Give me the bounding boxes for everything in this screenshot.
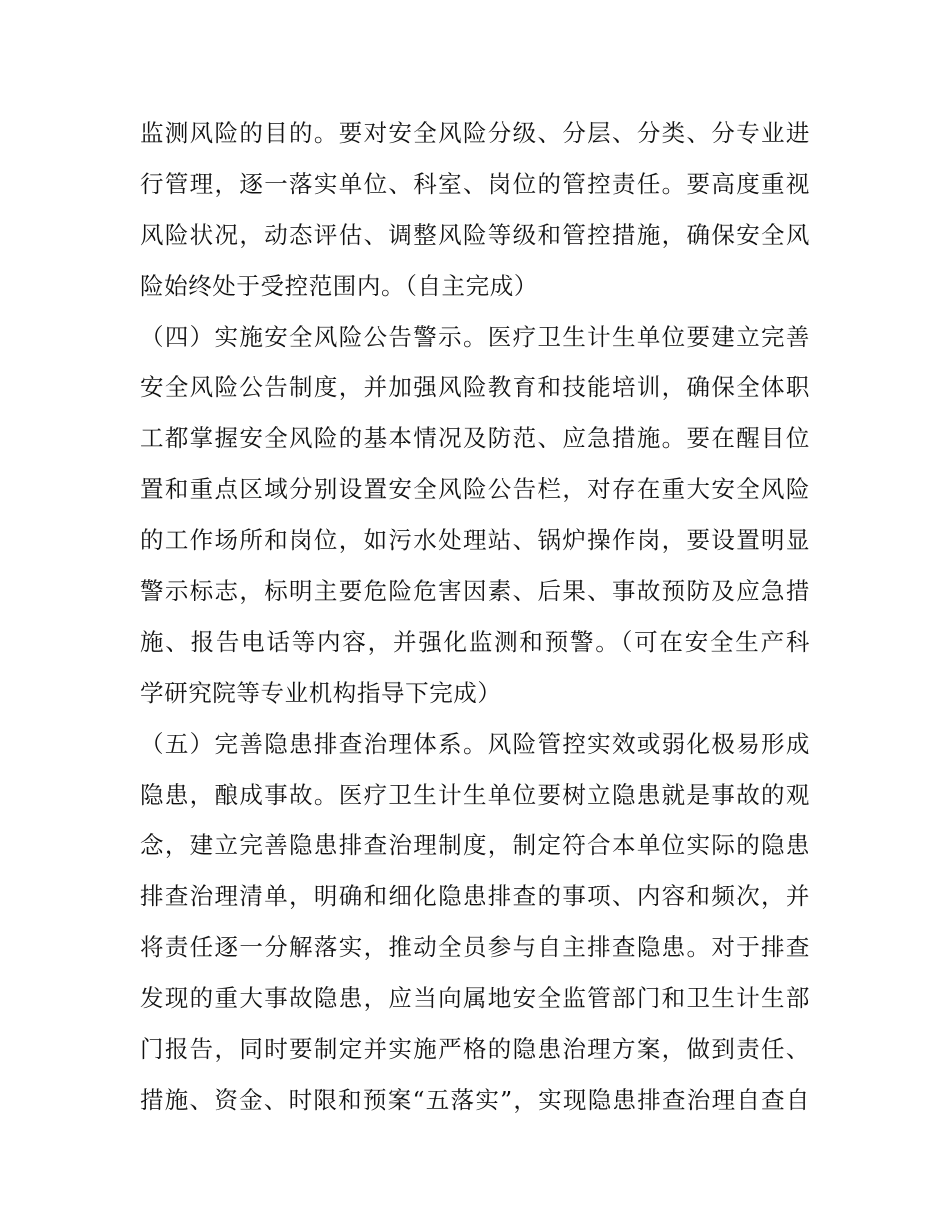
text-line: 将责任逐一分解落实，推动全员参与自主排查隐患。对于排查 <box>140 933 810 962</box>
text-line: 排查治理清单，明确和细化隐患排查的事项、内容和频次，并 <box>140 882 810 911</box>
text-line: 措施、资金、时限和预案“五落实”，实现隐患排查治理自查自 <box>140 1085 810 1114</box>
text-line: 行管理，逐一落实单位、科室、岗位的管控责任。要高度重视 <box>140 169 810 198</box>
text-line: （四）实施安全风险公告警示。医疗卫生计生单位要建立完善 <box>140 322 810 351</box>
text-line: 门报告，同时要制定并实施严格的隐患治理方案，做到责任、 <box>140 1035 810 1064</box>
text-line: （五）完善隐患排查治理体系。风险管控实效或弱化极易形成 <box>140 729 810 758</box>
text-line: 发现的重大事故隐患，应当向属地安全监管部门和卫生计生部 <box>140 984 810 1013</box>
text-line: 隐患，酿成事故。医疗卫生计生单位要树立隐患就是事故的观 <box>140 780 810 809</box>
text-line: 学研究院等专业机构指导下完成） <box>140 678 502 707</box>
text-line: 的工作场所和岗位，如污水处理站、锅炉操作岗，要设置明显 <box>140 526 810 555</box>
text-line: 工都掌握安全风险的基本情况及防范、应急措施。要在醒目位 <box>140 424 810 453</box>
text-line: 警示标志，标明主要危险危害因素、后果、事故预防及应急措 <box>140 577 810 606</box>
text-line: 置和重点区域分别设置安全风险公告栏，对存在重大安全风险 <box>140 475 810 504</box>
text-line: 念，建立完善隐患排查治理制度，制定符合本单位实际的隐患 <box>140 831 810 860</box>
text-line: 施、报告电话等内容，并强化监测和预警。（可在安全生产科 <box>140 627 810 656</box>
text-line: 安全风险公告制度，并加强风险教育和技能培训，确保全体职 <box>140 373 810 402</box>
document-body <box>140 108 810 1126</box>
text-line: 监测风险的目的。要对安全风险分级、分层、分类、分专业进 <box>140 119 810 147</box>
text-line: 风险状况，动态评估、调整风险等级和管控措施，确保安全风 <box>140 220 810 249</box>
text-line: 险始终处于受控范围内。（自主完成） <box>140 271 538 300</box>
